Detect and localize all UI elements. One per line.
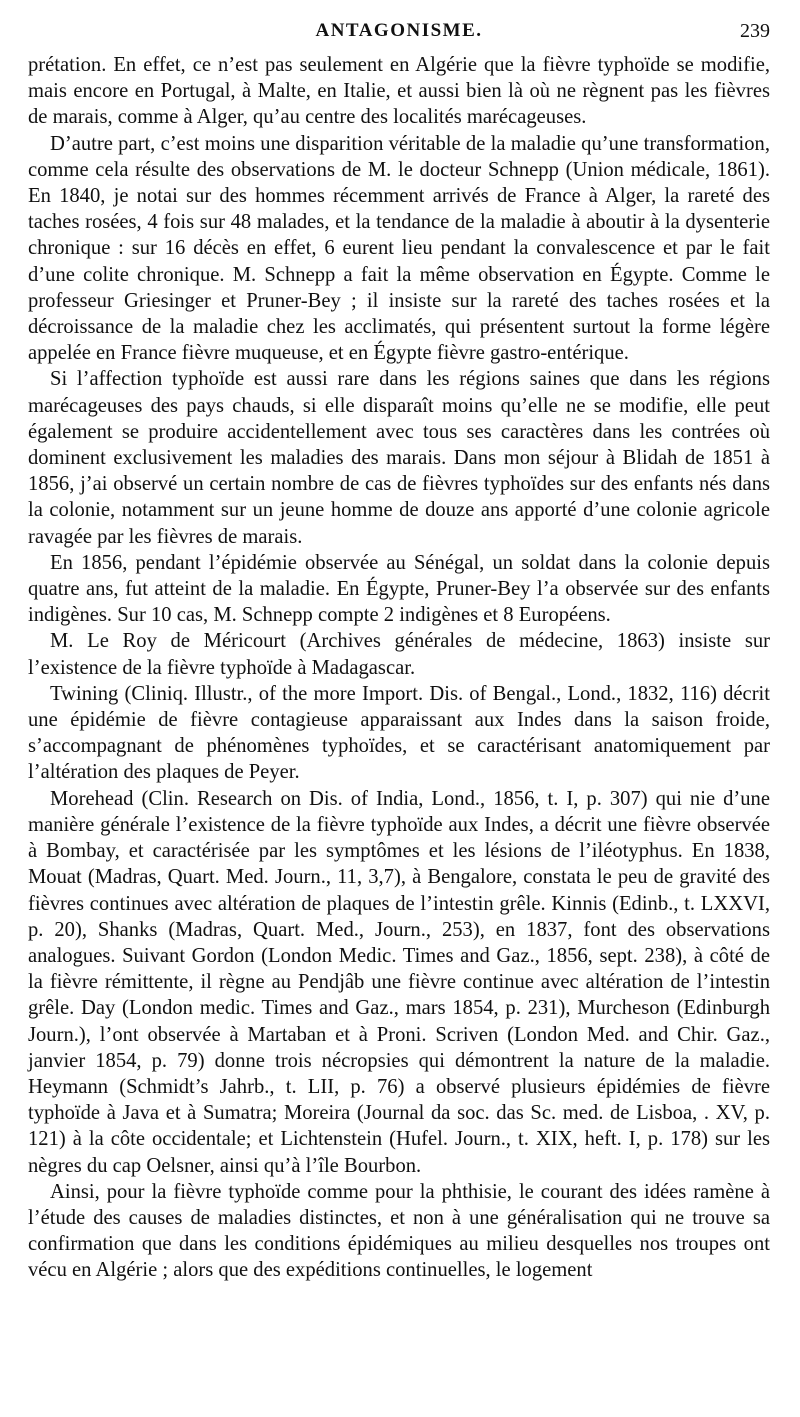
paragraph-continuation: prétation. En effet, ce n’est pas seulement en Algérie que la fièvre typhoïde se modifie, mais encore en Portugal, à Malte, en Italie, et aussi bien là où ne règnent pas les fièvres de marais, comme à Alger, qu’au centre des localités marécageuses.	[28, 54, 770, 129]
paragraph: M. Le Roy de Méricourt (Archives générales de médecine, 1863) insiste sur l’existence de la fièvre typhoïde à Madagascar.	[28, 630, 770, 679]
chapter-title: ANTAGONISME.	[315, 20, 483, 41]
running-header	[28, 12, 770, 52]
paragraph: Twining (Cliniq. Illustr., of the more Import. Dis. of Bengal., Lond., 1832, 116) décrit une épidémie de fièvre contagieuse apparaissant aux Indes dans la saison froide, s’accompagnant de phénomènes typhoïdes, et se caractérisant anatomiquement par l’altération des plaques de Peyer.	[28, 682, 770, 784]
paragraph: Ainsi, pour la fièvre typhoïde comme pour la phthisie, le courant des idées ramène à l’étude des causes de maladies distinctes, et non à une généralisation qui ne trouve sa confirmation que dans les conditions épidémiques au milieu desquelles nos troupes ont vécu en Algérie ; alors que des expéditions continuelles, le logement	[28, 1180, 770, 1282]
book-page	[28, 12, 770, 1284]
paragraph: D’autre part, c’est moins une disparition véritable de la maladie qu’une transformation, comme cela résulte des observations de M. le docteur Schnepp (Union médicale, 1861). En 1840, je notai sur des hommes récemment arrivés de France à Alger, la rareté des taches rosées, 4 fois sur 48 malades, et la tendance de la maladie à aboutir à la dysenterie chronique : sur 16 décès en effet, 6 eurent lieu pendant la convalescence et par le fait d’une colite chronique. M. Schnepp a fait la même observation en Égypte. Comme le professeur Griesinger et Pruner-Bey ; il insiste sur la rareté des taches rosées et la décroissance de la maladie chez les acclimatés, qui présentent surtout la forme légère appelée en France fièvre muqueuse, et en Égypte fièvre gastro-entérique.	[28, 132, 770, 365]
body-text	[28, 52, 770, 1284]
paragraph: En 1856, pendant l’épidémie observée au Sénégal, un soldat dans la colonie depuis quatre ans, fut atteint de la maladie. En Égypte, Pruner-Bey l’a observée sur des enfants indigènes. Sur 10 cas, M. Schnepp compte 2 indigènes et 8 Européens.	[28, 551, 770, 627]
paragraph: Morehead (Clin. Research on Dis. of India, Lond., 1856, t. I, p. 307) qui nie d’une manière générale l’existence de la fièvre typhoïde aux Indes, a décrit une fièvre observée à Bombay, et caractérisée par les symptômes et les lésions de l’iléotyphus. En 1838, Mouat (Madras, Quart. Med. Journ., 11, 3,7), à Bengalore, constata le peu de gravité des fièvres continues avec altération de plaques de l’intestin grêle. Kinnis (Edinb., t. LXXVI, p. 20), Shanks (Madras, Quart. Med., Journ., 253), en 1837, font des observations analogues. Suivant Gordon (London Medic. Times and Gaz., 1856, sept. 238), à côté de la fièvre rémittente, il règne au Pendjâb une fièvre continue avec altération de l’intestin grêle. Day (London medic. Times and Gaz., mars 1854, p. 231), Murcheson (Edinburgh Journ.), l’ont observée à Martaban et à Proni. Scriven (London Med. and Chir. Gaz., janvier 1854, p. 79) donne trois nécropsies qui démontrent la nature de la maladie. Heymann (Schmidt’s Jahrb., t. LII, p. 76) a observé plusieurs épidémies de fièvre typhoïde à Java et à Sumatra; Moreira (Journal da soc. das Sc. med. de Lisboa, . XV, p. 121) à la côte occidentale; et Lichtenstein (Hufel. Journ., t. XIX, heft. I, p. 178) sur les nègres du cap Oelsner, ainsi qu’à l’île Bourbon.	[28, 787, 770, 1177]
paragraph: Si l’affection typhoïde est aussi rare dans les régions saines que dans les régions marécageuses des pays chauds, si elle disparaît moins qu’elle ne se modifie, elle peut également se produire accidentellement avec tous ses caractères dans les contrées où dominent exclusivement les maladies des marais. Dans mon séjour à Blidah de 1851 à 1856, j’ai observé un certain nombre de cas de fièvres typhoïdes sur des enfants nés dans la colonie, notamment sur un jeune homme de douze ans apporté d’une colonie agricole ravagée par les fièvres de marais.	[28, 368, 770, 548]
page-number: 239	[740, 20, 770, 42]
